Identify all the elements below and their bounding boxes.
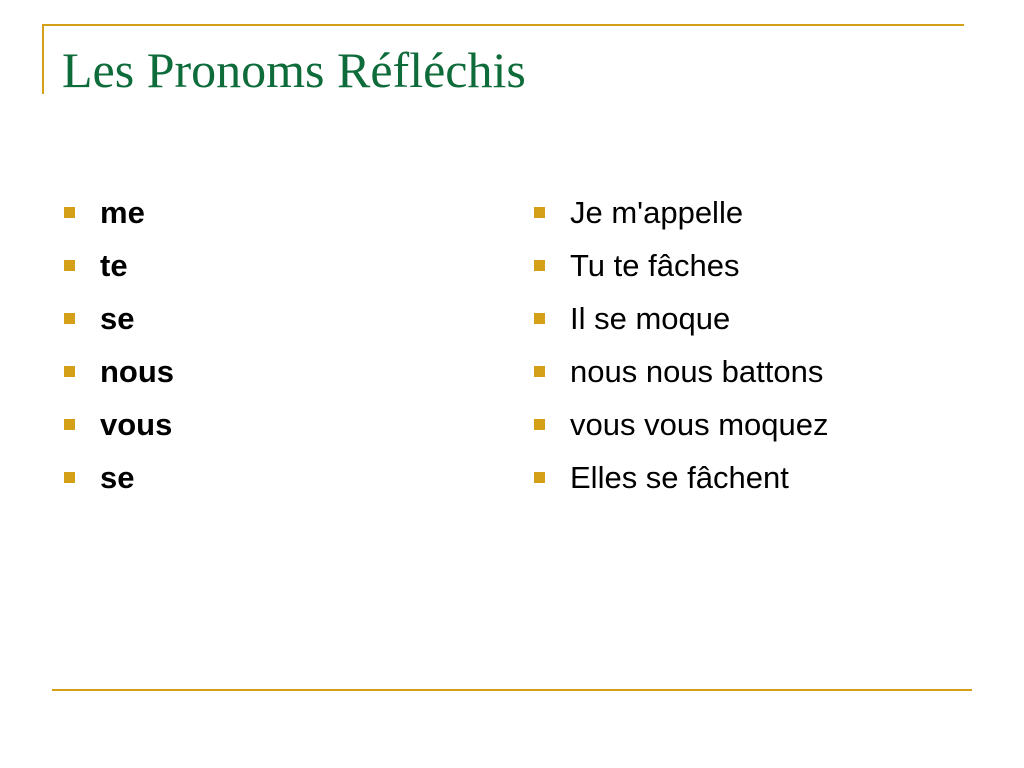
pronoun-label: me xyxy=(100,194,145,230)
pronoun-item xyxy=(64,451,174,504)
example-item xyxy=(534,186,828,239)
square-bullet-icon xyxy=(64,313,75,324)
example-label: Elles se fâchent xyxy=(570,459,789,495)
example-label: nous nous battons xyxy=(570,353,824,389)
pronoun-item xyxy=(64,186,174,239)
pronoun-item xyxy=(64,292,174,345)
square-bullet-icon xyxy=(534,472,545,483)
square-bullet-icon xyxy=(64,472,75,483)
pronoun-item xyxy=(64,345,174,398)
square-bullet-icon xyxy=(64,366,75,377)
square-bullet-icon xyxy=(534,366,545,377)
square-bullet-icon xyxy=(64,260,75,271)
slide-title: Les Pronoms Réfléchis xyxy=(62,42,526,98)
pronoun-label: vous xyxy=(100,406,173,442)
example-list xyxy=(534,186,828,504)
pronoun-item xyxy=(64,239,174,292)
title-frame-left-line xyxy=(42,24,44,94)
example-label: Tu te fâches xyxy=(570,247,740,283)
square-bullet-icon xyxy=(534,419,545,430)
square-bullet-icon xyxy=(64,207,75,218)
example-item xyxy=(534,451,828,504)
pronoun-label: se xyxy=(100,459,135,495)
example-label: Je m'appelle xyxy=(570,194,744,230)
example-item xyxy=(534,398,828,451)
square-bullet-icon xyxy=(534,207,545,218)
square-bullet-icon xyxy=(534,260,545,271)
pronoun-label: nous xyxy=(100,353,175,389)
example-label: vous vous moquez xyxy=(570,406,829,442)
pronoun-item xyxy=(64,398,174,451)
footer-divider-line xyxy=(52,689,972,691)
pronoun-label: se xyxy=(100,300,135,336)
example-item xyxy=(534,345,828,398)
example-label: Il se moque xyxy=(570,300,731,336)
title-frame-top-line xyxy=(42,24,964,26)
square-bullet-icon xyxy=(534,313,545,324)
example-item xyxy=(534,292,828,345)
example-item xyxy=(534,239,828,292)
pronoun-label: te xyxy=(100,247,128,283)
square-bullet-icon xyxy=(64,419,75,430)
pronoun-list xyxy=(64,186,174,504)
